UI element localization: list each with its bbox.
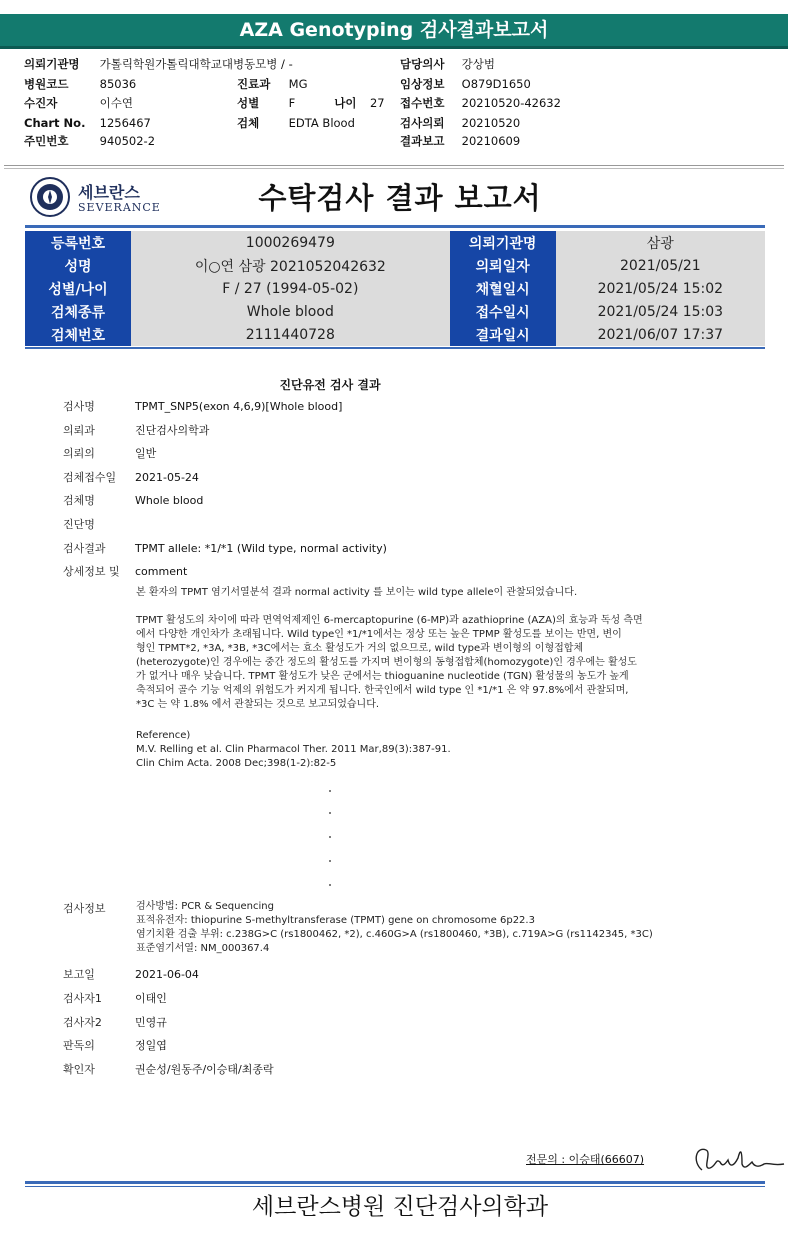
spacer-dot <box>329 884 331 886</box>
table-cell: 의뢰일자 <box>450 254 556 277</box>
field-sex: 성별 F 나이 27 <box>237 96 385 110</box>
spacer-dot <box>329 790 331 792</box>
table-cell: 2021/05/21 <box>556 254 765 277</box>
table-cell: 삼광 <box>556 231 765 254</box>
row-dept: 의뢰과 진단검사의학과 <box>63 424 210 437</box>
row-confirm: 확인자 권순성/원동주/이승태/최종락 <box>63 1063 274 1076</box>
footer-department: 세브란스병원 진단검사의학과 <box>251 1194 549 1220</box>
table-cell: 등록번호 <box>25 231 131 254</box>
field-accession: 접수번호 20210520-42632 <box>400 96 561 110</box>
spacer-dot <box>329 836 331 838</box>
table-cell: 성별/나이 <box>25 277 131 300</box>
comment-paragraph: TPMT 활성도의 차이에 따라 면역억제제인 6-mercaptopurine (6-MP)과 azathioprine (AZA)의 효능과 독성 측면 에서 다양한 개인차가 초래됩니다. Wild type인 *1/*1에서는 정상 또는 높은 TPMP 활성도를 보이는 반면, 변이 형인 TPMT*2, *3A, *3B, *3C에서는 효소 활성도가 거의 없으므로, wild type과 변이형의 이형접합체 (heterozygote)인 경우에는 중간 정도의 활성도를 가지며 변이형의 동형접합체(homozygote)인 경우에는 활성도 가 없거나 매우 낮습니다. TPMT 활성도가 낮은 군에서는 thioguanine nucleotide (TGN) 활성물의 농도가 높게 축적되어 골수 기능 억제의 위험도가 커지게 됩니다. 한국인에서 wild type 인 *1/*1 은 약 97.8%에서 관찰되며, *3C 는 약 1.8% 에서 관찰되는 것으로 보고되었습니다. <box>136 615 643 710</box>
logo-english: SEVERANCE <box>78 201 161 214</box>
table-cell: 채혈일시 <box>450 277 556 300</box>
table-cell: 2021/05/24 15:02 <box>556 277 765 300</box>
spacer-dot <box>329 812 331 814</box>
field-rrn: 주민번호 940502-2 <box>24 134 156 148</box>
field-dept: 진료과 MG <box>237 77 308 91</box>
row-tester2: 검사자2 민영규 <box>63 1016 167 1029</box>
summary-paragraph: 본 환자의 TPMT 염기서열분석 결과 normal activity 를 보이는 wild type allele이 관찰되었습니다. <box>136 587 578 598</box>
patient-info-table <box>25 231 765 346</box>
header-underline <box>0 46 788 49</box>
table-row <box>25 323 765 346</box>
field-hospital: 의뢰기관명 가톨릭학원가톨릭대학교대병동모병 / - <box>24 57 293 71</box>
table-bottom-rule <box>25 347 765 349</box>
field-report: 결과보고 20210609 <box>400 134 521 148</box>
table-cell: 접수일시 <box>450 300 556 323</box>
row-outcome: 검사결과 TPMT allele: *1/*1 (Wild type, normal activity) <box>63 542 387 555</box>
field-clinical: 임상정보 O879D1650 <box>400 77 531 91</box>
table-cell: 검체번호 <box>25 323 131 346</box>
row-method-label: 검사정보 <box>63 902 106 915</box>
field-receiver: 수진자 이수연 <box>24 96 133 110</box>
field-code: 병원코드 85036 <box>24 77 137 91</box>
signature-icon <box>688 1140 788 1180</box>
row-report-date: 보고일 2021-06-04 <box>63 968 199 981</box>
row-diagnosis: 진단명 <box>63 518 95 531</box>
logo-korean: 세브란스 <box>78 183 140 202</box>
field-specimen: 검체 EDTA Blood <box>237 116 355 130</box>
table-cell: 2021/05/24 15:03 <box>556 300 765 323</box>
section-title: 진단유전 검사 결과 <box>279 378 381 392</box>
field-chart: Chart No. 1256467 <box>24 116 151 130</box>
table-cell: 검체종류 <box>25 300 131 323</box>
footer-rule <box>25 1186 765 1187</box>
row-recv-date: 검체접수일 2021-05-24 <box>63 471 199 484</box>
footer-rule <box>25 1181 765 1184</box>
report-title: 수탁검사 결과 보고서 <box>258 181 542 215</box>
table-row <box>25 231 765 254</box>
table-cell: 성명 <box>25 254 131 277</box>
spacer-dot <box>329 860 331 862</box>
table-cell: F / 27 (1994-05-02) <box>131 277 450 300</box>
table-cell: 1000269479 <box>131 231 450 254</box>
table-top-rule <box>25 225 765 228</box>
row-doctor: 의뢰의 일반 <box>63 447 157 460</box>
divider <box>4 168 784 169</box>
row-specimen: 검체명 Whole blood <box>63 494 204 507</box>
table-cell: 2111440728 <box>131 323 450 346</box>
table-cell: Whole blood <box>131 300 450 323</box>
table-row <box>25 277 765 300</box>
row-detail: 상세정보 및 comment <box>63 565 188 578</box>
row-reader: 판독의 정일엽 <box>63 1039 167 1052</box>
table-row <box>25 300 765 323</box>
reference-paragraph: Reference) M.V. Relling et al. Clin Pharmacol Ther. 2011 Mar,89(3):387-91. Clin Chim Acta. 2008 Dec;398(1-2):82-5 <box>136 730 451 769</box>
method-paragraph: 검사방법: PCR & Sequencing 표적유전자: thiopurine S-methyltransferase (TPMT) gene on chromosome 6p22.3 염기치환 검출 부위: c.238G>C (rs1800462, *2), c.460G>A (rs1800460, *3B), c.719A>G (rs1142345, *3C) 표준염기서열: NM_000367.4 <box>136 901 653 954</box>
field-doctor: 담당의사 강상범 <box>400 57 495 71</box>
table-cell: 2021/06/07 17:37 <box>556 323 765 346</box>
field-request: 검사의뢰 20210520 <box>400 116 521 130</box>
specialist-label: 전문의 : 이승태(66607) <box>526 1153 645 1166</box>
divider <box>4 165 784 166</box>
row-test-name: 검사명 TPMT_SNP5(exon 4,6,9)[Whole blood] <box>63 400 343 413</box>
row-tester1: 검사자1 이태인 <box>63 992 167 1005</box>
table-cell: 결과일시 <box>450 323 556 346</box>
table-cell: 의뢰기관명 <box>450 231 556 254</box>
table-row <box>25 254 765 277</box>
table-cell: 이○연 삼광 2021052042632 <box>131 254 450 277</box>
report-header-title: AZA Genotyping 검사결과보고서 <box>0 14 788 46</box>
